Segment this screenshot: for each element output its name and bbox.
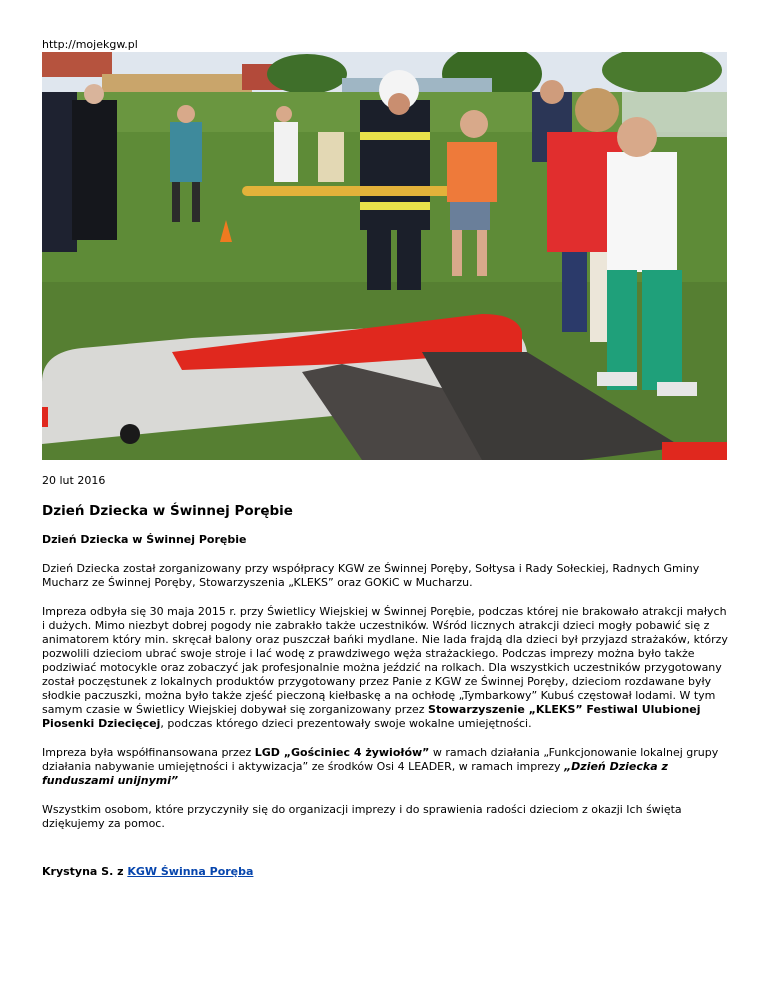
signature-prefix: Krystyna S. z <box>42 865 128 878</box>
signature <box>42 865 732 879</box>
article-title: Dzień Dziecka w Świnnej Porębie <box>42 503 293 519</box>
paragraph-intro: Dzień Dziecka został zorganizowany przy współpracy KGW ze Świnnej Poręby, Sołtysa i Rady Sołeckiej, Radnych Gminy Mucharz ze Świnnej Poręby, Stowarzyszenia „KLEKS” oraz GOKiC w Mucharzu. <box>42 562 700 589</box>
paragraph-event-bold: Stowarzyszenie „KLEKS” Festiwal Ulubionej Piosenki Dziecięcej <box>42 703 701 730</box>
paragraph-event-text-b: , podczas którego dzieci prezentowały swoje wokalne umiejętności. <box>160 717 532 730</box>
paragraph-event-text-a: Impreza odbyła się 30 maja 2015 r. przy Świetlicy Wiejskiej w Świnnej Porębie, podczas której nie brakowało atrakcji małych i dużych. Mimo niezbyt dobrej pogody nie zabrakło także uczestników. Wśród licznych atrakcji dzieci mogły pobawić się z animatorem który min. skręcał balony oraz puszczał bańki mydlane. Nie lada frajdą dla dzieci był przyjazd strażaków, którzy pozwolili dzieciom ubrać swoje stroje i lać wodę z prawdziwego węża strażackiego. Podczas imprezy można było także podziwiać motocykle oraz zobaczyć jak profesjonalnie można jeździć na rolkach. Dla wszystkich uczestników przygotowany został poczęstunek z lokalnych produktów przygotowany przez Panie z KGW ze Świnnej Poręby, dzieciom rozdawane były słodkie paczuszki, można było także zjeść pieczoną kiełbaskę a na ochłodę „Tymbarkowy” Kubuś częstował lodami. W tym samym czasie w Świetlicy Wiejskiej dobywał się zorganizowany przez <box>42 605 728 716</box>
article-page <box>42 38 732 879</box>
post-date: 20 lut 2016 <box>42 474 106 487</box>
paragraph-funding-bold-italic: „Dzień Dziecka z funduszami unijnymi” <box>42 760 668 787</box>
kgw-link[interactable]: KGW Świnna Poręba <box>127 865 254 878</box>
paragraph-funding-bold: LGD „Gościniec 4 żywiołów” <box>254 746 430 759</box>
firefighters-kids-boat-photo <box>42 52 727 460</box>
event-photo <box>42 52 727 460</box>
source-url: http://mojekgw.pl <box>42 38 138 51</box>
paragraph-event <box>42 605 732 731</box>
article-subtitle: Dzień Dziecka w Świnnej Porębie <box>42 533 247 546</box>
paragraph-funding-text-a: Impreza była współfinansowana przez <box>42 746 255 759</box>
paragraph-funding <box>42 746 732 788</box>
paragraph-thanks: Wszystkim osobom, które przyczyniły się do organizacji imprezy i do sprawienia radości dzieciom z okazji Ich święta dziękujemy za pomoc. <box>42 803 682 830</box>
paragraph-funding-text-b: w ramach działania „Funkcjonowanie lokalnej grupy działania nabywanie umiejętności i aktywizacja” ze środków Osi 4 LEADER, w ramach imprezy <box>42 746 719 773</box>
